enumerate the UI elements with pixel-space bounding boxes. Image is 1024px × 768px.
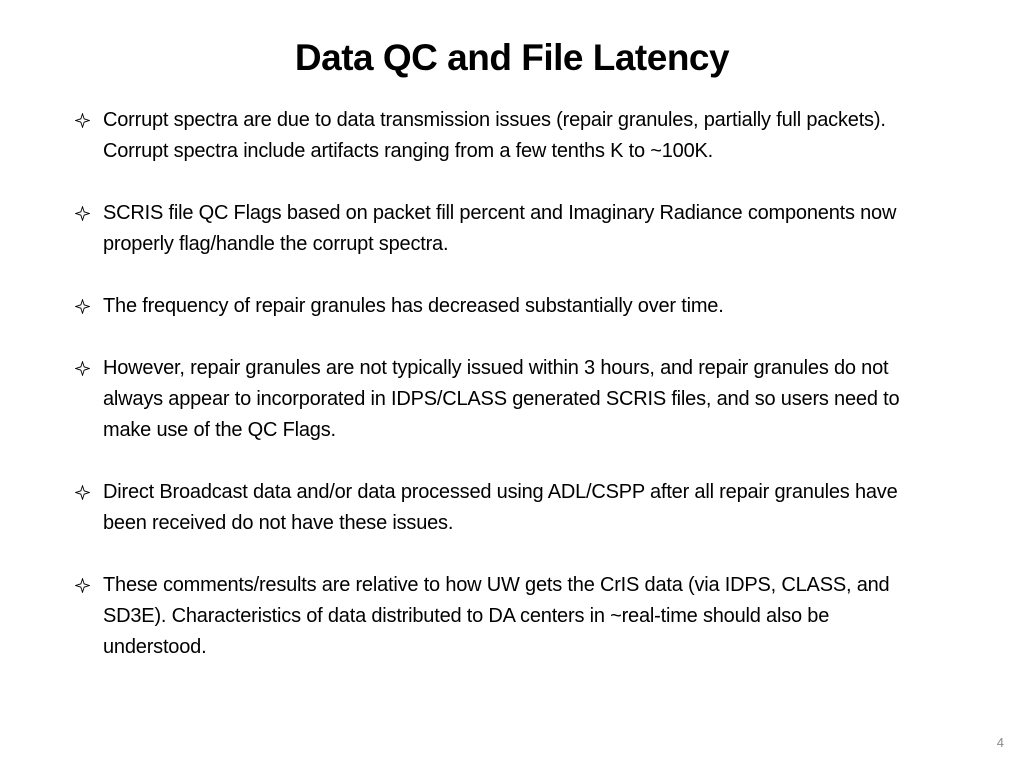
- bullet-item: [72, 291, 922, 322]
- bullet-item: [72, 570, 922, 663]
- page-number: 4: [996, 735, 1004, 750]
- bullet-item: [72, 353, 922, 446]
- bullet-text: These comments/results are relative to how UW gets the CrIS data (via IDPS, CLASS, and SD3E). Characteristics of data distributed to DA centers in ~real-time should also be understood.: [103, 574, 890, 658]
- bullet-text: SCRIS file QC Flags based on packet fill percent and Imaginary Radiance components now properly flag/handle the corrupt spectra.: [103, 202, 897, 255]
- four-point-star-icon: [72, 477, 92, 508]
- four-point-star-icon: [72, 353, 92, 384]
- bullet-item: [72, 105, 922, 167]
- bullet-text: Direct Broadcast data and/or data processed using ADL/CSPP after all repair granules have been received do not have these issues.: [103, 481, 898, 534]
- bullet-text: The frequency of repair granules has decreased substantially over time.: [103, 295, 724, 317]
- bullet-text: Corrupt spectra are due to data transmission issues (repair granules, partially full packets). Corrupt spectra include artifacts ranging from a few tenths K to ~100K.: [103, 109, 886, 162]
- bullet-item: [72, 477, 922, 539]
- four-point-star-icon: [72, 198, 92, 229]
- four-point-star-icon: [72, 105, 92, 136]
- bullet-text: However, repair granules are not typically issued within 3 hours, and repair granules do not always appear to incorporated in IDPS/CLASS generated SCRIS files, and so users need to make use of the QC Flags.: [103, 357, 900, 441]
- bullet-item: [72, 198, 922, 260]
- slide-title: Data QC and File Latency: [294, 37, 730, 78]
- bullet-list: [72, 105, 922, 694]
- four-point-star-icon: [72, 291, 92, 322]
- four-point-star-icon: [72, 570, 92, 601]
